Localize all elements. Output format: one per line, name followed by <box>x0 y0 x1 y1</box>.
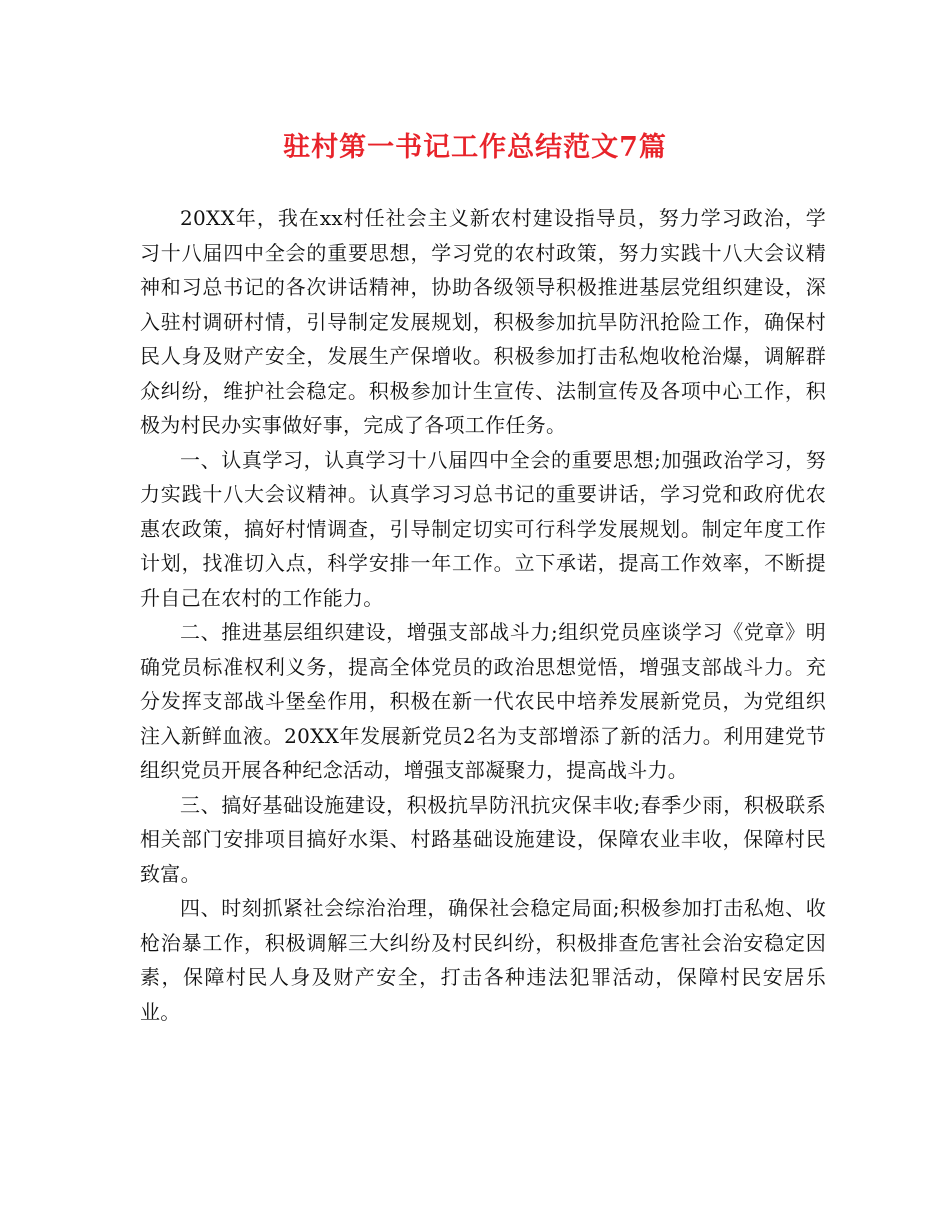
paragraph-intro: 20XX年，我在xx村任社会主义新农村建设指导员，努力学习政治，学习十八届四中全会的重要思想，学习党的农村政策，努力实践十八大会议精神和习总书记的各次讲话精神，协助各级领导积极推进基层党组织建设，深入驻村调研村情，引导制定发展规划，积极参加抗旱防汛抢险工作，确保村民人身及财产安全，发展生产保增收。积极参加打击私炮收枪治爆，调解群众纠纷，维护社会稳定。积极参加计生宣传、法制宣传及各项中心工作，积极为村民办实事做好事，完成了各项工作任务。 <box>140 206 826 437</box>
paragraph-section-1: 一、认真学习，认真学习十八届四中全会的重要思想;加强政治学习，努力实践十八大会议精神。认真学习习总书记的重要讲话，学习党和政府优农惠农政策，搞好村情调查，引导制定切实可行科学发展规划。制定年度工作计划，找准切入点，科学安排一年工作。立下承诺，提高工作效率，不断提升自己在农村的工作能力。 <box>140 447 826 610</box>
paragraph-section-2: 二、推进基层组织建设，增强支部战斗力;组织党员座谈学习《党章》明确党员标准权利义务，提高全体党员的政治思想觉悟，增强支部战斗力。充分发挥支部战斗堡垒作用，积极在新一代农民中培养发展新党员，为党组织注入新鲜血液。20XX年发展新党员2名为支部增添了新的活力。利用建党节组织党员开展各种纪念活动，增强支部凝聚力，提高战斗力。 <box>140 620 826 782</box>
paragraph-section-4: 四、时刻抓紧社会综治治理，确保社会稳定局面;积极参加打击私炮、收枪治暴工作，积极调解三大纠纷及村民纠纷，积极排查危害社会治安稳定因素，保障村民人身及财产安全，打击各种违法犯罪活动，保障村民安居乐业。 <box>140 896 826 1024</box>
paragraph-section-3: 三、搞好基础设施建设，积极抗旱防汛抗灾保丰收;春季少雨，积极联系相关部门安排项目搞好水渠、村路基础设施建设，保障农业丰收，保障村民致富。 <box>140 792 826 886</box>
document-title: 驻村第一书记工作总结范文7篇 <box>283 132 667 163</box>
document-body <box>140 201 826 1029</box>
